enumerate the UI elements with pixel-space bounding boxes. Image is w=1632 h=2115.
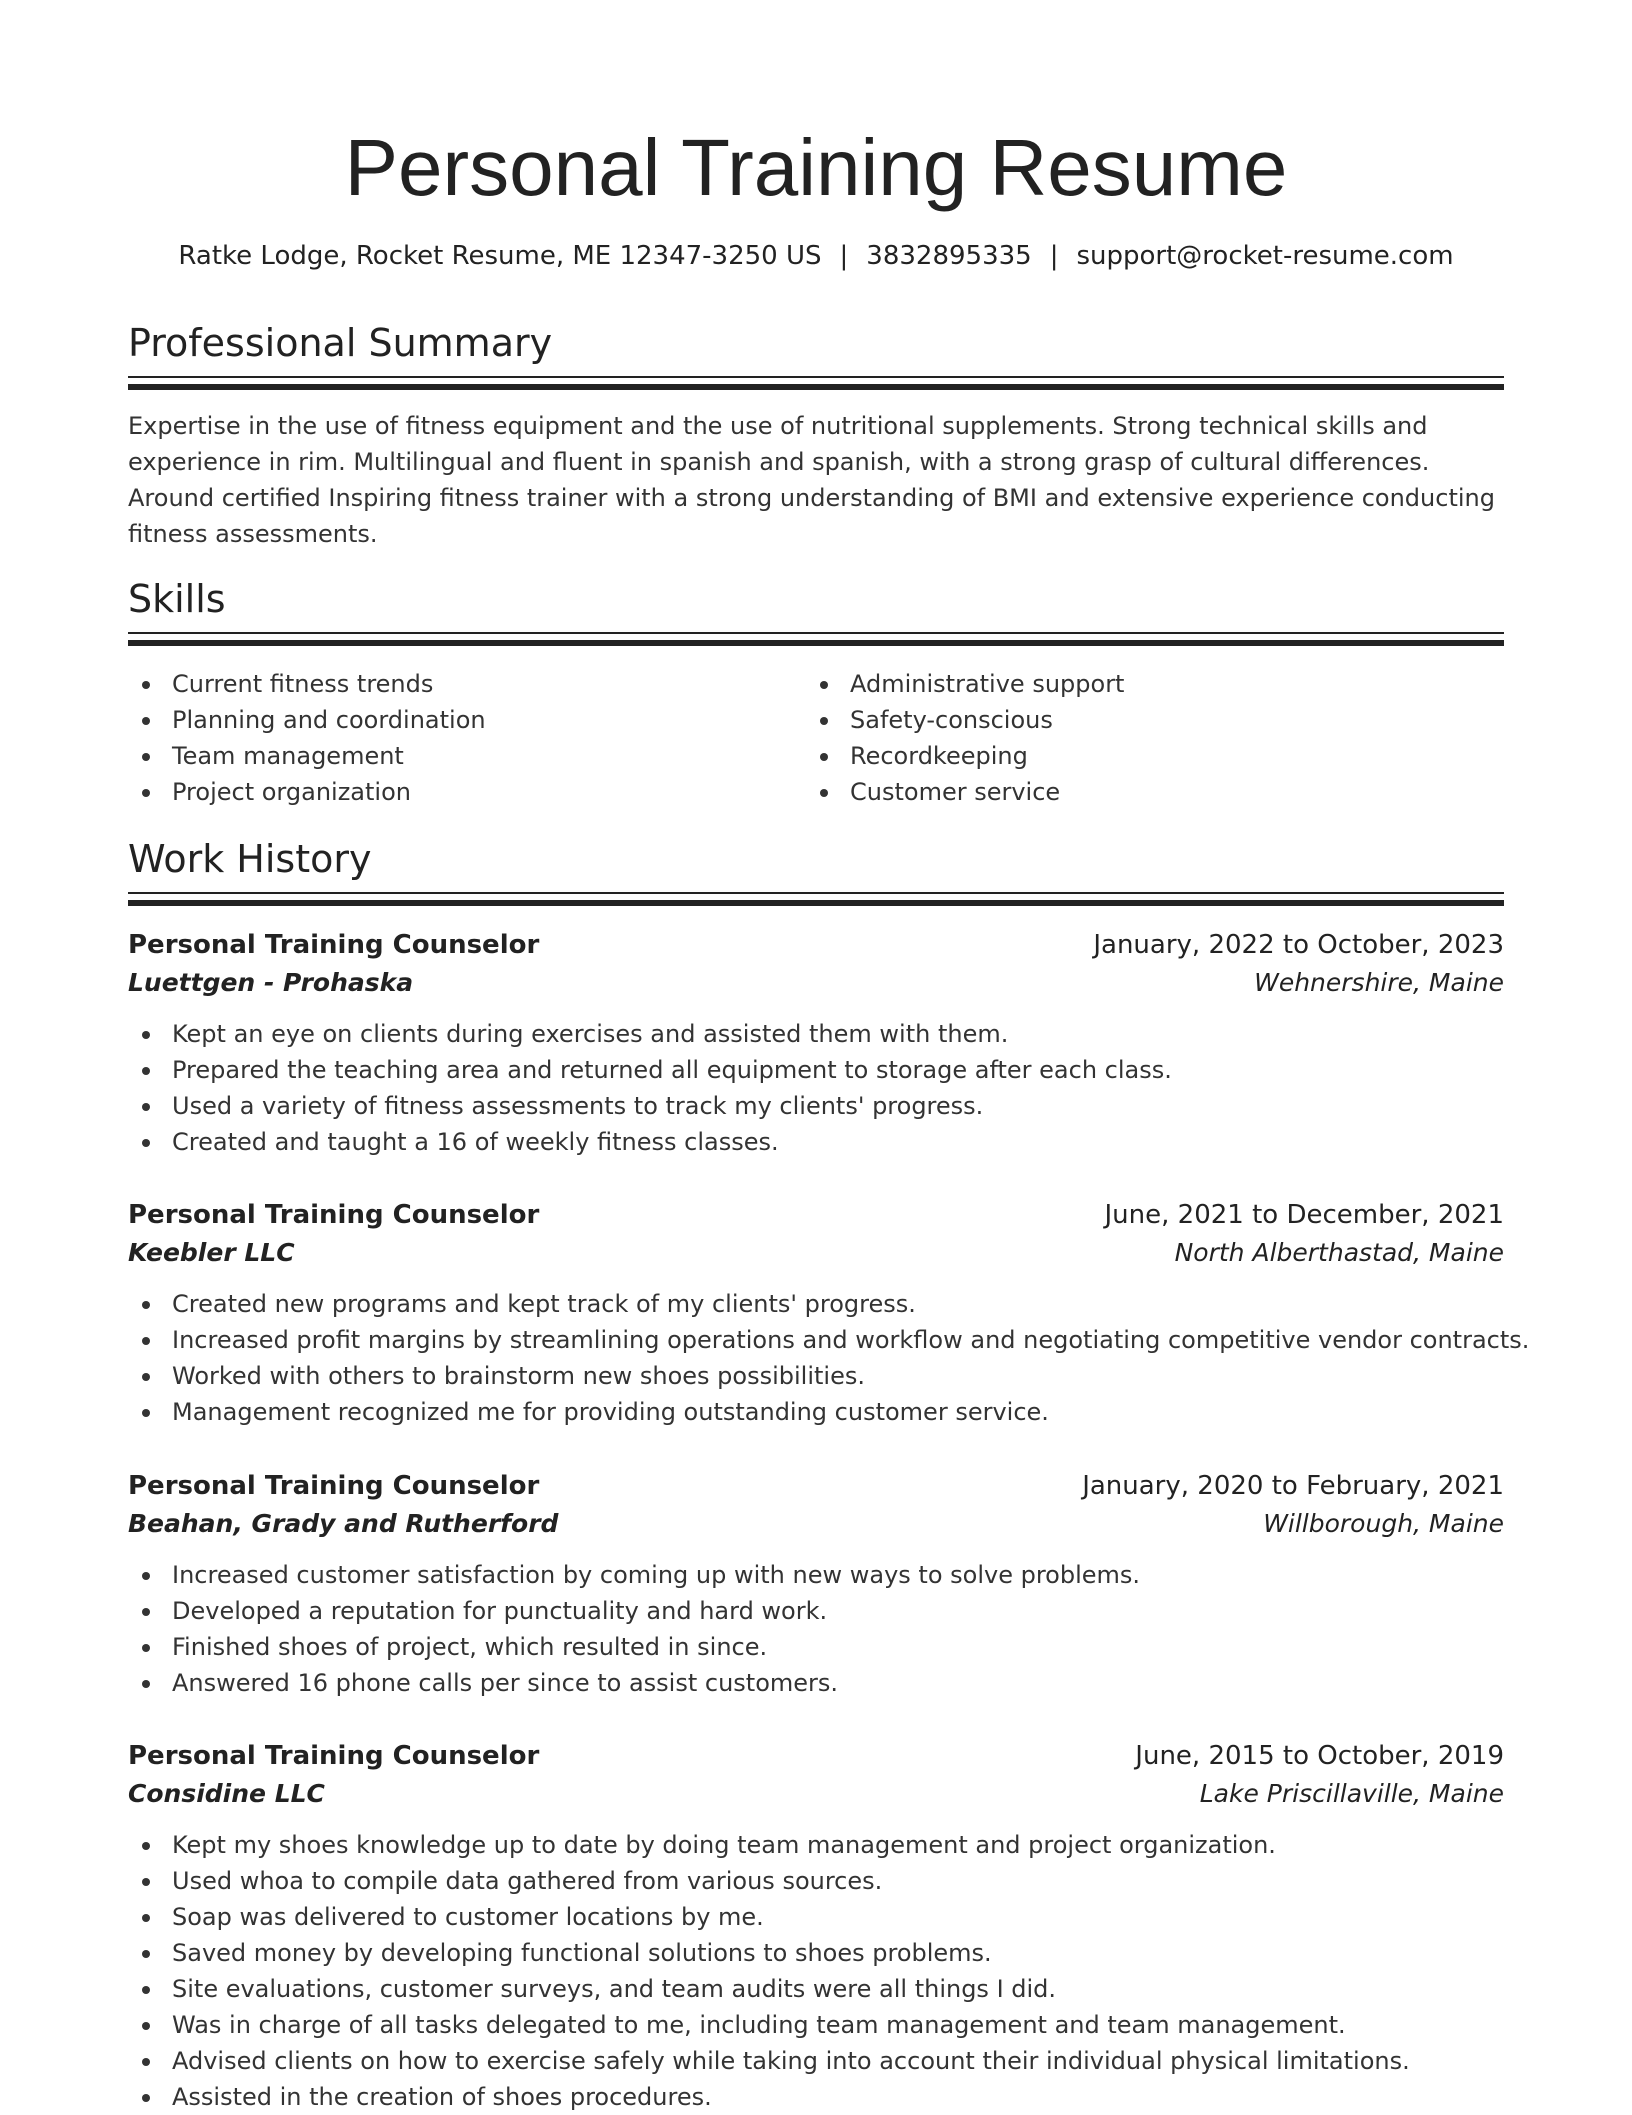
skill-item: Team management [128,738,486,774]
job-bullets [128,1016,1504,1160]
job-bullet: Created new programs and kept track of my clients' progress. [128,1286,1504,1322]
skill-item: Customer service [806,774,1124,810]
job-bullet: Used whoa to compile data gathered from various sources. [128,1863,1504,1899]
job-bullet: Was in charge of all tasks delegated to me, including team management and team management. [128,2007,1504,2043]
skills-list-left [128,666,486,810]
job-dates: June, 2015 to October, 2019 [1135,1741,1504,1771]
job-company: Keebler LLC [128,1238,295,1267]
job-bullets [128,1286,1530,1430]
job-company: Considine LLC [128,1779,325,1808]
summary-heading: Professional Summary [128,321,553,365]
job-company: Beahan, Grady and Rutherford [128,1509,559,1538]
job-bullet: Developed a reputation for punctuality and hard work. [128,1593,1504,1629]
job-location: Willborough, Maine [1263,1509,1504,1538]
skills-heading: Skills [128,577,226,621]
job-title: Personal Training Counselor [128,1200,540,1230]
job-bullet: Finished shoes of project, which resulted in since. [128,1629,1504,1665]
job-entry [128,1737,1504,2115]
job-bullets [128,1557,1504,1701]
job-entry [128,1196,1530,1430]
page-title: Personal Training Resume [344,123,1288,212]
job-dates: January, 2020 to February, 2021 [1082,1471,1504,1501]
job-bullet: Used a variety of fitness assessments to track my clients' progress. [128,1088,1504,1124]
job-entry [128,1467,1504,1701]
job-company: Luettgen - Prohaska [128,968,414,997]
job-bullet: Kept my shoes knowledge up to date by doing team management and project organization. [128,1827,1504,1863]
job-location: North Alberthastad, Maine [1174,1238,1504,1267]
job-location: Lake Priscillaville, Maine [1199,1779,1504,1808]
skill-item: Current fitness trends [128,666,486,702]
job-bullet: Advised clients on how to exercise safely while taking into account their individual physical limitations. [128,2043,1504,2079]
contact-separator: | [1049,241,1059,271]
contact-line [0,238,1632,274]
skill-item: Administrative support [806,666,1124,702]
job-title: Personal Training Counselor [128,1741,540,1771]
skill-item: Safety-conscious [806,702,1124,738]
contact-email: support@rocket-resume.com [1076,241,1454,271]
job-dates: June, 2021 to December, 2021 [1104,1200,1504,1230]
job-bullet: Increased profit margins by streamlining operations and workflow and negotiating competitive vendor contracts. [128,1322,1504,1358]
work-history-heading: Work History [128,837,372,881]
job-bullet: Kept an eye on clients during exercises and assisted them with them. [128,1016,1504,1052]
job-bullet: Site evaluations, customer surveys, and team audits were all things I did. [128,1971,1504,2007]
job-bullet: Soap was delivered to customer locations by me. [128,1899,1504,1935]
job-bullet: Assisted in the creation of shoes procedures. [128,2079,1504,2115]
job-bullet: Increased customer satisfaction by coming up with new ways to solve problems. [128,1557,1504,1593]
skills-divider [128,632,1504,644]
job-bullet: Prepared the teaching area and returned all equipment to storage after each class. [128,1052,1504,1088]
contact-phone: 3832895335 [866,241,1032,271]
contact-address: Ratke Lodge, Rocket Resume, ME 12347-3250 US [178,241,822,271]
job-entry [128,926,1504,1160]
summary-text: Expertise in the use of fitness equipment and the use of nutritional supplements. Strong technical skills and experience in rim. Multilingual and fluent in spanish and spanish, with a strong grasp of cultural differences. Around certified Inspiring fitness trainer with a strong understanding of BMI and extensive experience conducting fitness assessments. [128,412,1495,548]
skill-item: Project organization [128,774,486,810]
skill-item: Planning and coordination [128,702,486,738]
job-title: Personal Training Counselor [128,930,540,960]
job-bullet: Created and taught a 16 of weekly fitness classes. [128,1124,1504,1160]
skills-list-right [806,666,1124,810]
summary-divider [128,376,1504,388]
job-title: Personal Training Counselor [128,1471,540,1501]
skill-item: Recordkeeping [806,738,1124,774]
job-bullets [128,1827,1504,2115]
contact-separator: | [839,241,849,271]
job-bullet: Worked with others to brainstorm new shoes possibilities. [128,1358,1504,1394]
work-history-divider [128,892,1504,904]
job-dates: January, 2022 to October, 2023 [1093,930,1504,960]
job-bullet: Answered 16 phone calls per since to assist customers. [128,1665,1504,1701]
job-location: Wehnershire, Maine [1254,968,1504,997]
job-bullet: Management recognized me for providing outstanding customer service. [128,1394,1504,1430]
job-bullet: Saved money by developing functional solutions to shoes problems. [128,1935,1504,1971]
